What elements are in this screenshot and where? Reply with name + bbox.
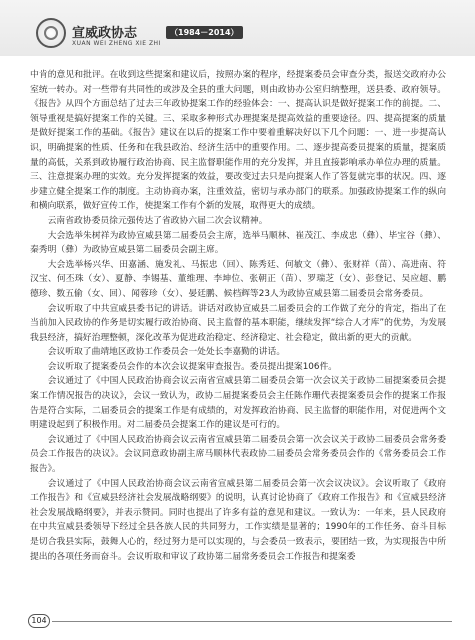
paragraph: 大会选举朱树祥为政协宣威县第二届委员会主席，选举马顺林、崔茂江、李成忠（彝）、毕宝谷（彝）、秦秀明（彝）为政协宣威县第二届委员会副主席。: [30, 230, 446, 256]
paragraph: 会议听取了曲靖地区政协工作委员会一处处长李嘉勤的讲话。: [47, 347, 286, 358]
paragraph: 会议通过了《中国人民政治协商会议云南省宣威县第二届委员会第一次会议关于政协二届委员会常务委员会工作报告的决议》。会议同意政协副主席马顺林代表政协二届委员会常务委员会作的《常务委员会工作报告》。: [30, 434, 446, 475]
paragraph: 会议通过了《中国人民政治协商会议云南省宣威县第二届委员会第一次会议关于政协二届提案委员会提案工作情况报告的决议》，会议一致认为，政协二届提案委员会主任陈作珊代表提案委员会作的提案工作报告是符合实际，二届委员会的提案工作是有成绩的，对发挥政治协商、民主监督的职能作用，对促进两个文明建设起到了积极作用。对二届委员会提案工作的建议是可行的。: [30, 376, 446, 431]
body-text: [30, 68, 446, 564]
book-period: （1984－2014）: [166, 26, 243, 39]
footer-divider: [52, 621, 452, 622]
paragraph: 中肯的意见和批评。在收到这些提案和建议后，按照办案的程序，经提案委员会审查分类，报送交政府办公室统一转办。对一些带有共同性的或涉及全县的重大问题，则由政协办公室归纳整理，送县委、政府领导。《报告》从四个方面总结了过去三年政协提案工作的经验体会：一、提高认识是做好提案工作的前提。二、领导重视是搞好提案工作的关键。三、采取多种形式办理提案是提高效益的重要途径。四、提高提案的质量是做好提案工作的基础。《报告》建议在以后的提案工作中要着重解决好以下几个问题：一、进一步提高认识，明确提案的性质、任务和在我县政治、经济生活中的重要作用。二、逐步提高委员提案的质量，提案质量的高低，关系到政协履行政治协商、民主监督职能作用的充分发挥，并且直接影响承办单位办理的质量。三、注意提案办理的实效。充分发挥提案的效益，要改变过去只是向提案人作了答复就完事的状况。四、逐步建立健全提案工作的制度。主动协商办案，注重效益，密切与承办部门的联系。加强政协提案工作的纵向和横向联系，做好宣传工作，使提案工作有个新的发展，取得更大的成绩。: [30, 70, 446, 212]
paragraph: 会议听取了提案委员会作的本次会议提案审查报告。委员提出提案106件。: [47, 361, 338, 372]
emblem-icon: [36, 18, 66, 48]
book-subtitle: XUAN WEI ZHENG XIE ZHI: [72, 40, 161, 47]
paragraph: 大会选举杨兴华、田嘉涵、施发礼、马振忠（回）、陈秀廷、何敏文（彝）、张财祥（苗）、高进南、符汉宝、何丕珠（女）、夏静、李锡基、董维理、李坤位、张朝正（苗）、罗瑞芝（女）、彭登记、吴应超、鹏德珍、数五偷（女、回）、闻蓉珍（女）、晏廷鹏、候档辉等23人为政协宣威县第二届委员会常务委员。: [30, 259, 446, 299]
paragraph: 云南省政协委员徐元强传达了省政协六届二次会议精神。: [47, 215, 268, 226]
page-number: 104: [28, 614, 50, 628]
paragraph: 会议听取了中共宣威县委书记的讲话。讲话对政协宣威县二届委员会的工作做了充分的肯定，指出了在当前加入民政协的作务是切实履行政治协商、民主监督的基本职能，继续发挥“综合人才库”的优势，为发展我县经济，搞好治理整顿，深化改革为促进政治稳定、经济稳定、社会稳定，做出新的更大的贡献。: [30, 303, 446, 343]
page-header: [0, 0, 475, 56]
paragraph: 会议通过了《中国人民政治协商会议云南省宣威县第二届委员会第一次会议决议》。会议听取了《政府工作报告》和《宣威县经济社会发展战略纲要》的说明，认真讨论协商了《政府工作报告》和《宣威县经济社会发展战略纲要》，并表示赞同。同时也提出了许多有益的意见和建议。一致认为：一年来，县人民政府在中共宣威县委领导下经过全县各族人民的共同努力，工作实绩是显著的；1990年的工作任务、奋斗目标是切合我县实际，鼓舞人心的，经过努力是可以实现的，与会委员一致表示，要团结一致，为实现报告中所提出的各项任务而奋斗。会议听取和审议了政协第二届常务委员会工作报告和提案委: [30, 478, 446, 562]
book-title: 宣威政协志: [72, 26, 138, 41]
